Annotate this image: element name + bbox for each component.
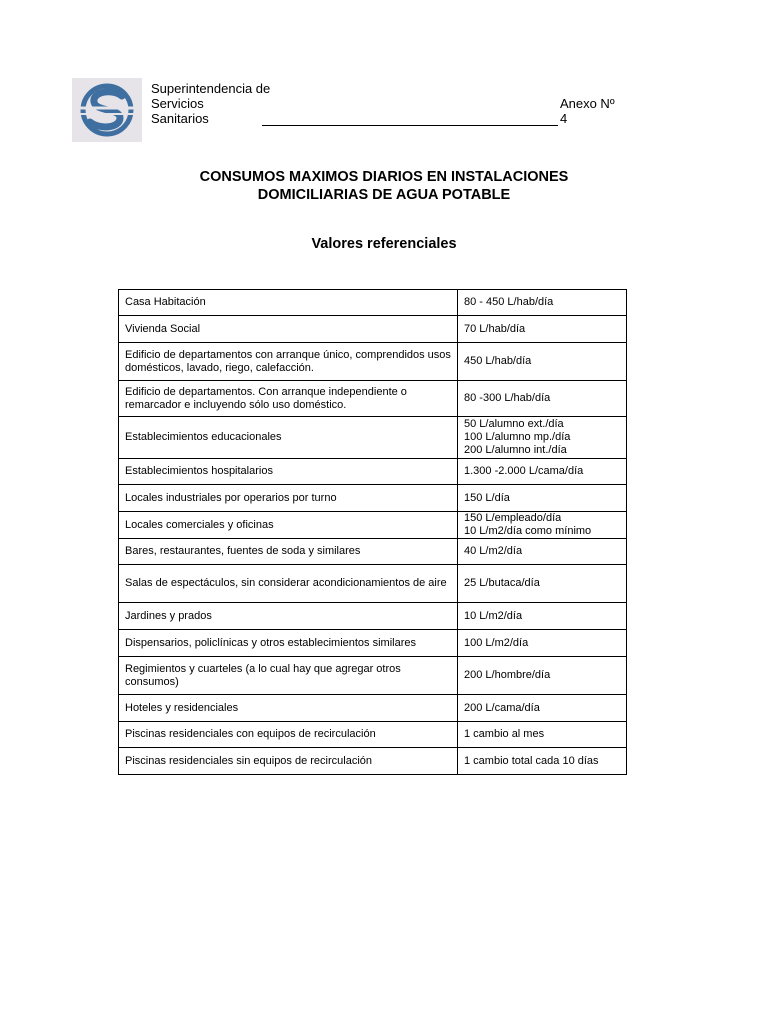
row-label: Jardines y prados [119,603,458,630]
row-value: 200 L/cama/día [458,695,627,722]
table-row [119,417,627,459]
row-value: 100 L/m2/día [458,630,627,657]
row-value: 80 -300 L/hab/día [458,381,627,417]
row-label: Edificio de departamentos con arranque único, comprendidos usos domésticos, lavado, riego, calefacción. [119,343,458,381]
table-row [119,695,627,722]
table-row [119,512,627,539]
row-label: Hoteles y residenciales [119,695,458,722]
table-row [119,565,627,603]
table-row [119,603,627,630]
table-row [119,316,627,343]
org-line-2: Servicios Sanitarios [151,96,209,126]
sss-logo [72,78,142,142]
table-row [119,657,627,695]
table-row [119,748,627,775]
row-label: Dispensarios, policlínicas y otros establecimientos similares [119,630,458,657]
row-label: Edificio de departamentos. Con arranque independiente o remarcador e incluyendo sólo uso doméstico. [119,381,458,417]
subtitle: Valores referenciales [311,236,457,252]
row-label: Locales comerciales y oficinas [119,512,458,539]
document-title [0,168,768,204]
row-value: 70 L/hab/día [458,316,627,343]
row-label: Bares, restaurantes, fuentes de soda y similares [119,539,458,565]
row-label: Establecimientos educacionales [119,417,458,459]
title-line-2: DOMICILIARIAS DE AGUA POTABLE [257,187,511,203]
row-value: 1 cambio total cada 10 días [458,748,627,775]
row-value: 450 L/hab/día [458,343,627,381]
row-label: Establecimientos hospitalarios [119,459,458,485]
table-row [119,290,627,316]
row-label: Piscinas residenciales sin equipos de recirculación [119,748,458,775]
row-value: 80 - 450 L/hab/día [458,290,627,316]
table-row [119,539,627,565]
annex-label: Anexo Nº 4 [559,96,615,126]
title-line-1: CONSUMOS MAXIMOS DIARIOS EN INSTALACIONES [199,169,569,185]
row-label: Vivienda Social [119,316,458,343]
row-label: Locales industriales por operarios por turno [119,485,458,512]
org-line-1: Superintendencia de [151,81,271,96]
row-label: Piscinas residenciales con equipos de recirculación [119,722,458,748]
table-row [119,630,627,657]
row-value: 150 L/día [458,485,627,512]
table-row [119,722,627,748]
header-organization [151,81,623,126]
row-value: 200 L/hombre/día [458,657,627,695]
row-value: 1.300 -2.000 L/cama/día [458,459,627,485]
row-label: Salas de espectáculos, sin considerar acondicionamientos de aire [119,565,458,603]
row-label: Casa Habitación [119,290,458,316]
row-value: 50 L/alumno ext./día 100 L/alumno mp./día 200 L/alumno int./día [458,417,627,459]
row-value: 150 L/empleado/día 10 L/m2/día como mínimo [458,512,627,539]
row-value: 25 L/butaca/día [458,565,627,603]
table-row [119,343,627,381]
row-value: 40 L/m2/día [458,539,627,565]
consumption-table-body [119,290,627,775]
row-label: Regimientos y cuarteles (a lo cual hay que agregar otros consumos) [119,657,458,695]
consumption-table [118,289,627,775]
table-row [119,381,627,417]
row-value: 10 L/m2/día [458,603,627,630]
table-row [119,459,627,485]
table-row [119,485,627,512]
row-value: 1 cambio al mes [458,722,627,748]
header-rule [262,113,558,126]
sss-logo-icon [72,78,142,142]
